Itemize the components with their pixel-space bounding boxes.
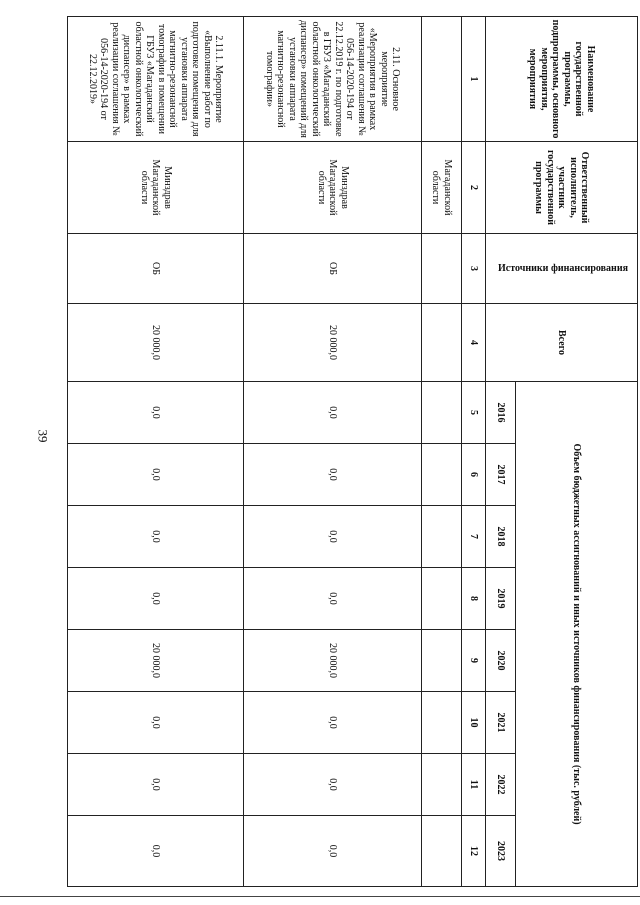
header-funding-group: Объем бюджетных ассигнований и иных источников финансирования (тыс. рублей) [516,382,638,887]
table-row [422,17,462,887]
year-2020: 2020 [486,630,516,692]
row-executor: Минздрав Магаданской области [68,142,244,234]
row-name [422,17,462,142]
header-row-1 [516,17,638,887]
row-value: 0,0 [68,816,244,887]
year-2016: 2016 [486,382,516,444]
header-executor: Ответственный исполнитель, участник государственной программы [486,142,638,234]
row-value [422,692,462,754]
year-2018: 2018 [486,506,516,568]
row-name: 2.11.1. Мероприятие «Выполнение работ по подготовке помещения для установки аппарата магнитно-резонансной томографии в помещении ГБУЗ «Магаданский областной онкологический диспансер» в рамках реализации соглашения № 056-14-2020-194 от 22.12.2019» [68,17,244,142]
row-value [422,382,462,444]
table-row [244,17,422,887]
row-name: 2.11. Основное мероприятие «Мероприятия в рамках реализации соглашения № 056-14-2020-194 от 22.12.2019 г. по подготовке в ГБУЗ «Магаданский областной онкологический диспансер» помещений для установки аппарата магнитно-резонансной томографии» [244,17,422,142]
col-number: 8 [462,568,486,630]
row-executor: Минздрав Магаданской области [244,142,422,234]
header-row-numbers [462,17,486,887]
row-value: 0,0 [68,568,244,630]
row-value: 0,0 [244,382,422,444]
row-source [422,234,462,304]
col-number: 3 [462,234,486,304]
header-name: Наименование государственной программы, подпрограммы, основного мероприятия, мероприятия [486,17,638,142]
year-2021: 2021 [486,692,516,754]
row-executor: Магаданской области [422,142,462,234]
year-2019: 2019 [486,568,516,630]
row-value: 0,0 [68,754,244,816]
row-value [422,506,462,568]
row-value: 0,0 [244,568,422,630]
page-bottom-rule [0,896,640,897]
row-source: ОБ [68,234,244,304]
row-value: 0,0 [68,692,244,754]
row-value: 0,0 [68,506,244,568]
row-value: 0,0 [244,754,422,816]
row-value: 0,0 [68,444,244,506]
year-2017: 2017 [486,444,516,506]
rotated-table-area [68,16,638,886]
row-value: 20 000,0 [68,630,244,692]
row-source: ОБ [244,234,422,304]
row-value: 0,0 [68,382,244,444]
funding-table [67,16,638,887]
row-value: 20 000,0 [244,630,422,692]
year-2022: 2022 [486,754,516,816]
header-total: Всего [486,304,638,382]
col-number: 2 [462,142,486,234]
row-value [422,568,462,630]
col-number: 4 [462,304,486,382]
col-number: 1 [462,17,486,142]
row-value [422,630,462,692]
col-number: 11 [462,754,486,816]
col-number: 10 [462,692,486,754]
col-number: 5 [462,382,486,444]
row-value [422,444,462,506]
row-value: 0,0 [244,506,422,568]
header-source: Источники финансирования [498,262,629,274]
row-total: 20 000,0 [68,304,244,382]
table-row [68,17,244,887]
row-value: 0,0 [244,444,422,506]
row-value: 0,0 [244,692,422,754]
col-number: 7 [462,506,486,568]
row-value [422,816,462,887]
row-value [422,754,462,816]
col-number: 6 [462,444,486,506]
page-number: 39 [35,429,51,443]
col-number: 9 [462,630,486,692]
header-source-cell [486,234,638,304]
row-value: 0,0 [244,816,422,887]
row-total [422,304,462,382]
year-2023: 2023 [486,816,516,887]
col-number: 12 [462,816,486,887]
row-total: 20 000,0 [244,304,422,382]
